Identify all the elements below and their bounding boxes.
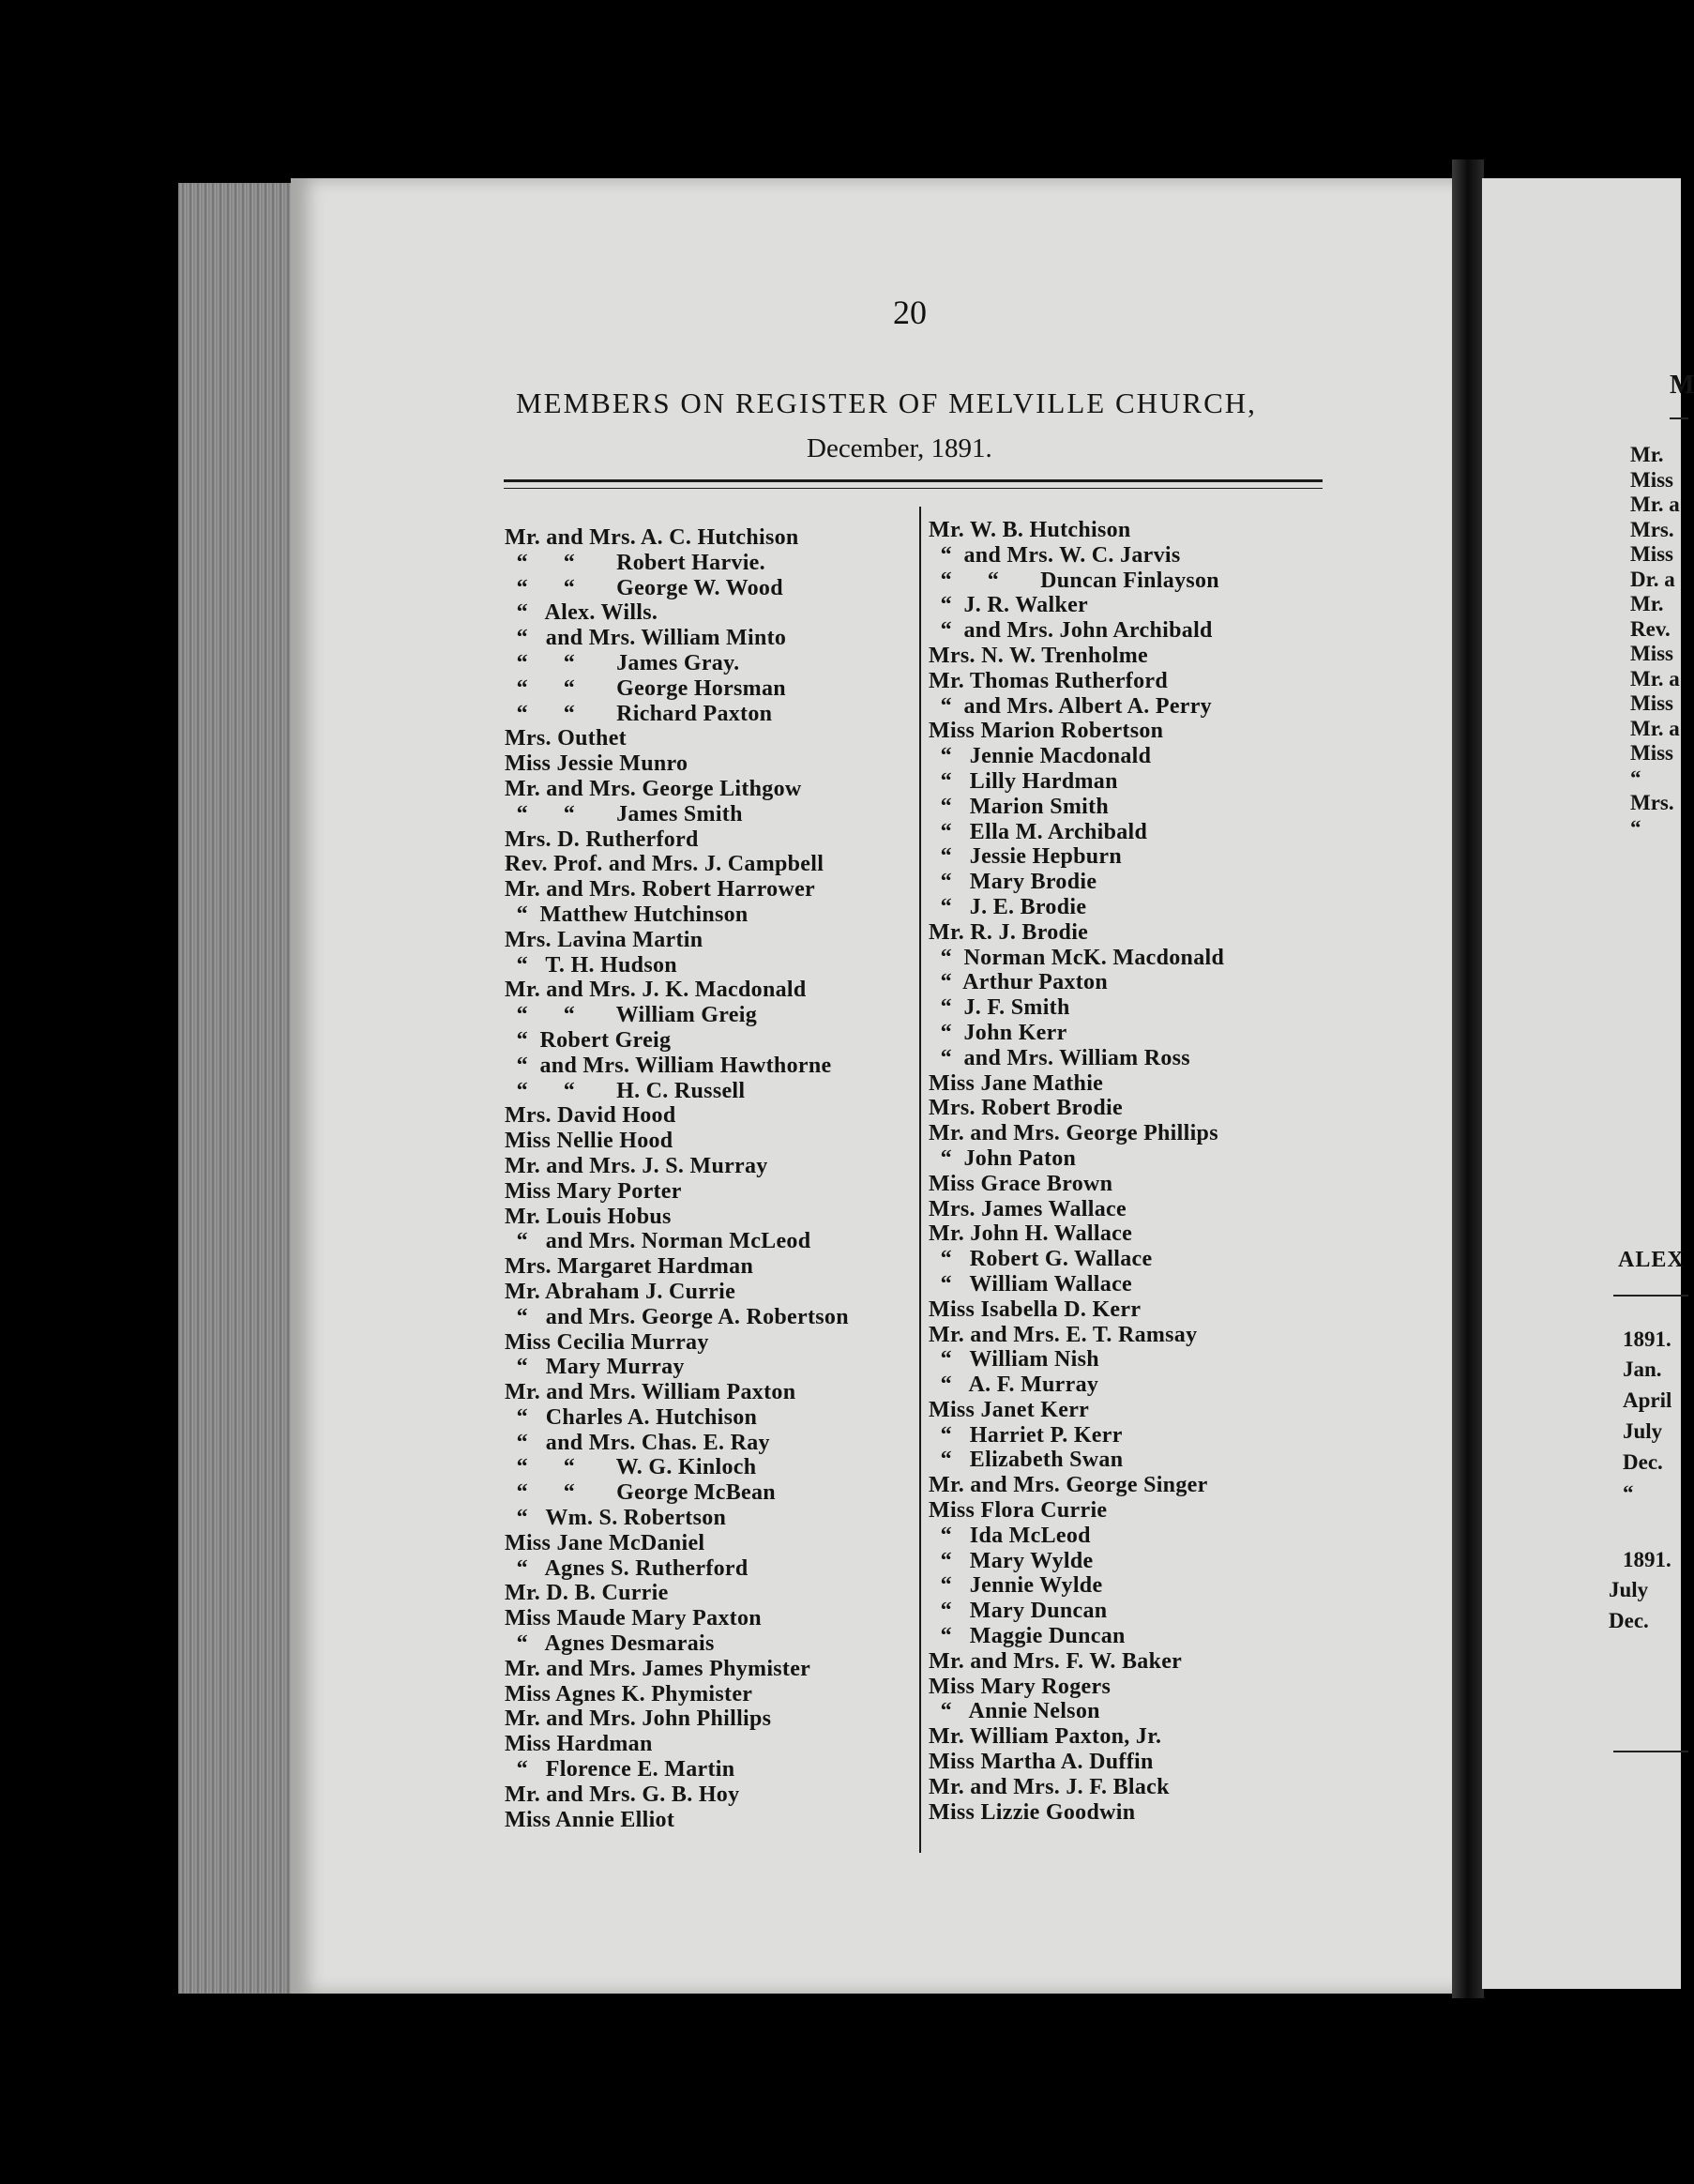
member-entry: Miss Annie Elliot: [505, 1807, 675, 1832]
member-entry: “ “ William Greig: [505, 1003, 758, 1028]
member-entry: “ “ James Gray.: [505, 650, 740, 675]
member-entry: Mr. and Mrs. George Singer: [929, 1473, 1208, 1498]
member-entry: “ William Wallace: [929, 1271, 1132, 1297]
member-entry: Miss Grace Brown: [929, 1171, 1113, 1196]
member-entry: “ and Mrs. W. C. Jarvis: [929, 542, 1181, 568]
right-date-entry: Dec.: [1623, 1450, 1663, 1474]
member-entry: Rev. Prof. and Mrs. J. Campbell: [505, 852, 824, 877]
member-entry: Miss Isabella D. Kerr: [929, 1297, 1142, 1322]
right-bottom-rule: [1613, 1751, 1688, 1752]
member-entry: “ Jennie Macdonald: [929, 744, 1152, 769]
right-header-rule: [1670, 417, 1688, 419]
right-date-entry: “: [1623, 1481, 1634, 1505]
member-entry: “ Mary Brodie: [929, 870, 1097, 895]
member-entry: Miss Janet Kerr: [929, 1397, 1090, 1422]
member-entry: Mr. and Mrs. J. S. Murray: [505, 1153, 768, 1178]
member-entry: “ and Mrs. William Minto: [505, 626, 787, 651]
member-entry: Mrs. Outhet: [505, 726, 627, 751]
member-entry: “ Arthur Paxton: [929, 970, 1108, 995]
member-entry: Miss Jane Mathie: [929, 1070, 1104, 1096]
member-entry: “ Mary Wylde: [929, 1548, 1094, 1573]
member-entry: Miss Jessie Munro: [505, 751, 688, 777]
member-entry: Mr. and Mrs. G. B. Hoy: [505, 1782, 740, 1807]
member-entry: “ and Mrs. George A. Robertson: [505, 1304, 849, 1329]
member-entry: Mr. D. B. Currie: [505, 1581, 669, 1606]
member-entry: “ Lilly Hardman: [929, 768, 1118, 794]
member-entry: “ Robert Greig: [505, 1027, 672, 1053]
member-entry: “ Agnes S. Rutherford: [505, 1555, 749, 1581]
right-name-fragment: “: [1630, 766, 1641, 790]
right-name-fragment: Miss: [1630, 542, 1673, 566]
right-name-fragment: Mrs.: [1630, 791, 1674, 814]
member-entry: “ Jennie Wylde: [929, 1573, 1103, 1599]
member-entry: “ “ George Horsman: [505, 675, 786, 701]
member-entry: Mr. and Mrs. J. F. Black: [929, 1774, 1170, 1799]
member-entry: Miss Mary Rogers: [929, 1674, 1112, 1699]
member-entry: “ Ella M. Archibald: [929, 819, 1148, 844]
member-entry: Miss Agnes K. Phymister: [505, 1681, 753, 1706]
member-entry: “ J. F. Smith: [929, 995, 1070, 1021]
member-entry: “ Wm. S. Robertson: [505, 1506, 727, 1531]
member-entry: “ Charles A. Hutchison: [505, 1404, 758, 1430]
right-name-fragment: Mr. a: [1630, 666, 1680, 690]
member-entry: Mr. and Mrs. A. C. Hutchison: [505, 525, 799, 550]
right-page: [1482, 178, 1694, 1989]
right-name-fragment: Rev.: [1630, 616, 1671, 641]
member-entry: Miss Cecilia Murray: [505, 1329, 709, 1355]
member-entry: “ and Mrs. William Hawthorne: [505, 1053, 832, 1078]
member-entry: Mrs. David Hood: [505, 1103, 676, 1129]
member-entry: “ Mary Duncan: [929, 1599, 1108, 1624]
member-entry: “ Harriet P. Kerr: [929, 1422, 1123, 1448]
member-entry: “ and Mrs. John Archibald: [929, 618, 1213, 644]
member-entry: “ Norman McK. Macdonald: [929, 945, 1225, 970]
member-entry: “ J. E. Brodie: [929, 894, 1087, 919]
right-date-entry: July: [1623, 1419, 1663, 1443]
member-entry: “ Florence E. Martin: [505, 1757, 735, 1782]
member-entry: Miss Marion Robertson: [929, 719, 1164, 744]
member-entry: “ T. H. Hudson: [505, 952, 677, 978]
right-name-fragment: Miss: [1630, 467, 1673, 492]
member-entry: “ “ H. C. Russell: [505, 1078, 746, 1103]
member-entry: Mr. William Paxton, Jr.: [929, 1724, 1162, 1750]
right-date-entry: April: [1623, 1388, 1672, 1412]
member-entry: Mr. and Mrs. J. K. Macdonald: [505, 978, 807, 1003]
member-entry: “ John Paton: [929, 1145, 1077, 1171]
header-rule-thin: [504, 488, 1323, 489]
member-entry: “ “ Richard Paxton: [505, 701, 773, 726]
register-title: MEMBERS ON REGISTER OF MELVILLE CHURCH,: [516, 387, 1257, 419]
register-date: December, 1891.: [807, 433, 992, 463]
member-column-1: [505, 525, 849, 1832]
member-entry: Miss Nellie Hood: [505, 1129, 673, 1154]
member-entry: “ Agnes Desmarais: [505, 1631, 715, 1657]
right-section-fragment: ALEX: [1618, 1248, 1685, 1272]
member-entry: “ Jessie Hepburn: [929, 844, 1123, 870]
right-name-fragment: Mr. a: [1630, 493, 1680, 516]
member-entry: “ Annie Nelson: [929, 1699, 1100, 1724]
member-entry: “ and Mrs. William Ross: [929, 1045, 1190, 1070]
right-name-fragment: Miss: [1630, 691, 1673, 715]
member-entry: Mr. Abraham J. Currie: [505, 1279, 736, 1304]
member-entry: Mr. and Mrs. Robert Harrower: [505, 877, 815, 902]
right-name-fragment: Miss: [1630, 741, 1673, 765]
member-entry: “ and Mrs. Norman McLeod: [505, 1229, 811, 1254]
column-divider: [919, 507, 921, 1853]
member-entry: “ John Kerr: [929, 1020, 1067, 1045]
right-date-entry: Dec.: [1609, 1609, 1649, 1632]
member-entry: “ Maggie Duncan: [929, 1624, 1126, 1649]
member-entry: Mrs. James Wallace: [929, 1196, 1127, 1221]
member-entry: Miss Jane McDaniel: [505, 1530, 705, 1555]
member-entry: Mr. and Mrs. George Lithgow: [505, 776, 802, 801]
member-entry: Mrs. Robert Brodie: [929, 1096, 1123, 1121]
member-entry: “ “ Duncan Finlayson: [929, 568, 1219, 593]
member-entry: Mrs. Margaret Hardman: [505, 1254, 754, 1280]
member-entry: “ “ James Smith: [505, 801, 743, 827]
member-entry: Mr. John H. Wallace: [929, 1221, 1133, 1247]
right-name-fragment: Mr.: [1630, 592, 1664, 615]
member-entry: “ Ida McLeod: [929, 1523, 1091, 1548]
member-entry: “ “ Robert Harvie.: [505, 550, 765, 575]
member-entry: “ Alex. Wills.: [505, 600, 658, 626]
member-entry: Mr. and Mrs. George Phillips: [929, 1121, 1218, 1146]
member-entry: Mr. Thomas Rutherford: [929, 668, 1168, 693]
member-entry: Mr. and Mrs. James Phymister: [505, 1656, 811, 1681]
right-dates-year-1: 1891.: [1623, 1327, 1671, 1351]
member-entry: “ and Mrs. Albert A. Perry: [929, 693, 1212, 719]
member-entry: Mr. and Mrs. F. W. Baker: [929, 1648, 1183, 1674]
member-entry: “ Matthew Hutchinson: [505, 902, 749, 927]
member-entry: “ “ George McBean: [505, 1480, 776, 1506]
member-entry: Mrs. D. Rutherford: [505, 827, 699, 852]
member-entry: Miss Flora Currie: [929, 1498, 1108, 1524]
book-gutter: [1452, 159, 1484, 1998]
member-entry: Mrs. N. W. Trenholme: [929, 643, 1149, 668]
member-entry: Mr. R. J. Brodie: [929, 919, 1089, 945]
right-name-fragment: Mr.: [1630, 443, 1664, 466]
member-entry: “ Mary Murray: [505, 1355, 685, 1380]
member-entry: “ William Nish: [929, 1347, 1099, 1373]
right-date-entry: July: [1609, 1578, 1649, 1601]
member-entry: “ A. F. Murray: [929, 1373, 1099, 1398]
right-header-fragment: M: [1670, 371, 1694, 400]
right-date-entry: Jan.: [1623, 1357, 1662, 1381]
member-entry: “ and Mrs. Chas. E. Ray: [505, 1430, 770, 1455]
member-entry: Mr. and Mrs. E. T. Ramsay: [929, 1322, 1198, 1347]
member-entry: “ J. R. Walker: [929, 593, 1088, 618]
member-entry: “ Robert G. Wallace: [929, 1247, 1153, 1272]
member-entry: Mr. Louis Hobus: [505, 1204, 672, 1229]
member-entry: Mrs. Lavina Martin: [505, 927, 703, 952]
right-name-fragment: “: [1630, 815, 1641, 840]
page-number: 20: [893, 294, 927, 331]
member-entry: Mr. W. B. Hutchison: [929, 518, 1131, 542]
book-page-edges: [178, 183, 310, 1994]
right-name-fragment: Miss: [1630, 642, 1673, 665]
member-entry: Miss Maude Mary Paxton: [505, 1606, 762, 1631]
right-name-fragment: Mrs.: [1630, 517, 1674, 541]
right-name-fragment: Mr. a: [1630, 716, 1680, 740]
member-entry: “ “ George W. Wood: [505, 575, 783, 600]
right-name-fragment: Dr. a: [1630, 567, 1675, 591]
member-column-2: [929, 518, 1224, 1825]
member-entry: Miss Martha A. Duffin: [929, 1750, 1154, 1775]
right-section-rule: [1613, 1295, 1688, 1297]
member-entry: “ Marion Smith: [929, 794, 1110, 819]
right-dates-year-2: 1891.: [1623, 1548, 1671, 1571]
member-entry: Mr. and Mrs. John Phillips: [505, 1706, 772, 1732]
member-entry: Mr. and Mrs. William Paxton: [505, 1380, 796, 1405]
member-entry: “ “ W. G. Kinloch: [505, 1455, 757, 1480]
member-entry: “ Elizabeth Swan: [929, 1448, 1124, 1473]
member-entry: Miss Mary Porter: [505, 1178, 682, 1204]
header-rule-thick: [504, 479, 1323, 482]
member-entry: Miss Lizzie Goodwin: [929, 1799, 1136, 1825]
member-entry: Miss Hardman: [505, 1732, 653, 1757]
